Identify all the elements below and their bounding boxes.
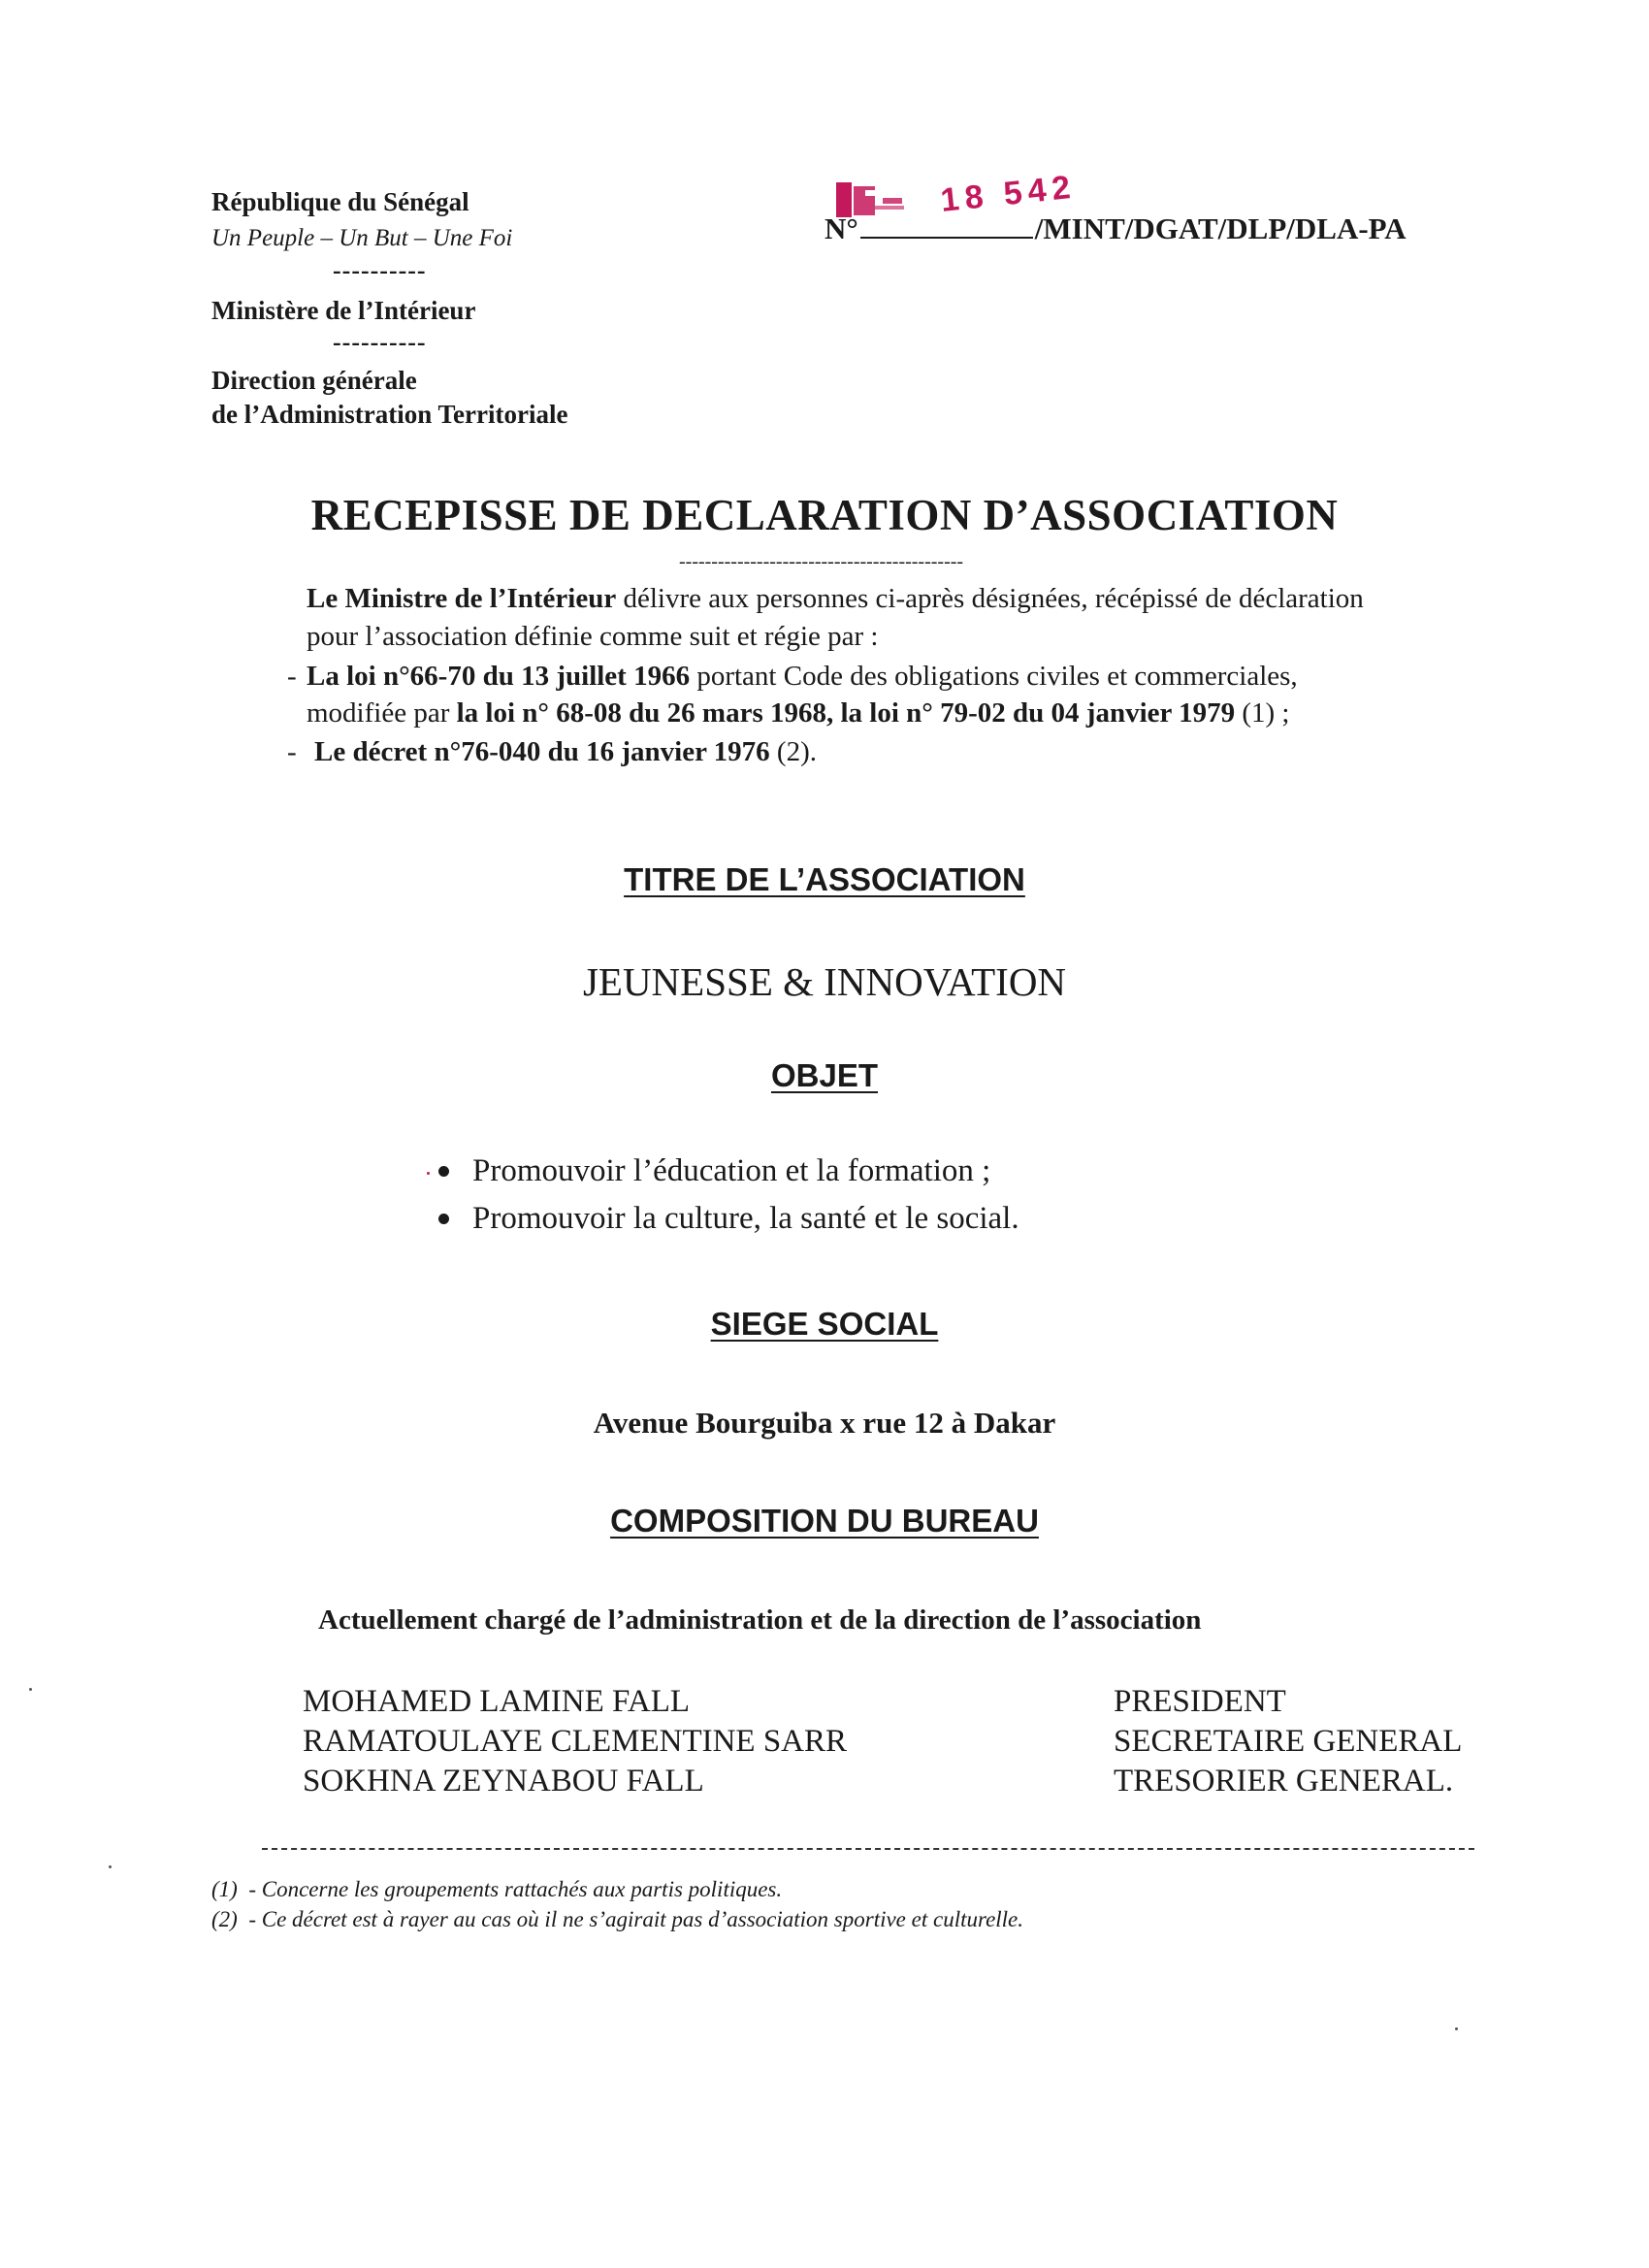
footnote-1-marker: (1) — [211, 1877, 238, 1901]
footnote-2-text: - Ce décret est à rayer au cas où il ne s’agirait pas d’association sportive et culturelle. — [248, 1907, 1024, 1931]
bullet-icon — [438, 1166, 449, 1177]
ministry-name: Ministère de l’Intérieur — [211, 296, 476, 325]
footnote-2-marker: (2) — [211, 1907, 238, 1931]
objet-list — [438, 1148, 1019, 1243]
objet-item-2: Promouvoir la culture, la santé et le social. — [472, 1201, 1019, 1236]
law-1-desc: portant Code des obligations civiles et commerciales, — [696, 661, 1298, 692]
footnote-1 — [211, 1877, 782, 1902]
reference-line — [824, 211, 1406, 246]
header-separator-2: ---------- — [333, 328, 427, 356]
stamped-reference-number: 18 542 — [938, 168, 1079, 220]
direction-line-2: de l’Administration Territoriale — [211, 400, 568, 429]
member-role-3: TRESORIER GENERAL. — [1114, 1764, 1454, 1798]
footnote-1-text: - Concerne les groupements rattachés aux partis politiques. — [248, 1877, 783, 1901]
reference-suffix: /MINT/DGAT/DLP/DLA-PA — [1034, 211, 1406, 245]
bullet-icon — [438, 1214, 449, 1224]
law-2-footnote-ref: (2). — [776, 736, 817, 767]
reference-blank — [860, 213, 1033, 239]
bureau-intro: Actuellement chargé de l’administration et de la direction de l’association — [318, 1604, 1202, 1636]
footnote-2 — [211, 1907, 1023, 1932]
law-1-modified-by: modifiée par — [307, 697, 450, 729]
scan-speck — [1455, 2027, 1458, 2030]
bureau-heading: COMPOSITION DU BUREAU — [610, 1503, 1039, 1539]
member-name-3: SOKHNA ZEYNABOU FALL — [303, 1764, 704, 1798]
member-name-1: MOHAMED LAMINE FALL — [303, 1684, 691, 1719]
titre-heading: TITRE DE L’ASSOCIATION — [624, 861, 1025, 897]
law-1-line-1 — [307, 660, 1298, 694]
scan-speck — [29, 1688, 32, 1691]
list-item — [438, 1148, 1019, 1195]
direction-line-1: Direction générale — [211, 366, 417, 395]
member-role-1: PRESIDENT — [1114, 1684, 1286, 1719]
title-separator: -------------------------------------------- — [679, 551, 964, 572]
scan-speck — [109, 1865, 112, 1868]
law-2-dash: - — [287, 736, 297, 767]
scan-speck — [427, 1172, 430, 1175]
association-name: JEUNESSE & INNOVATION — [582, 959, 1067, 1004]
list-item — [438, 1195, 1019, 1243]
law-1-title: La loi n°66-70 du 13 juillet 1966 — [307, 661, 691, 692]
intro-line1-text: délivre aux personnes ci-après désignées, récépissé de déclaration — [623, 583, 1364, 614]
member-name-2: RAMATOULAYE CLEMENTINE SARR — [303, 1724, 848, 1759]
law-1-amendments: la loi n° 68-08 du 26 mars 1968, la loi n° 79-02 du 04 janvier 1979 — [456, 697, 1236, 729]
intro-minister: Le Ministre de l’Intérieur — [307, 583, 617, 614]
header-separator-1: ---------- — [333, 256, 427, 284]
reference-prefix: N° — [824, 211, 858, 245]
objet-item-1: Promouvoir l’éducation et la formation ; — [472, 1153, 991, 1188]
intro-line-2: pour l’association définie comme suit et régie par : — [307, 621, 879, 652]
intro-line-1 — [307, 582, 1536, 616]
law-1-footnote-ref: (1) ; — [1242, 697, 1290, 729]
law-2-title: Le décret n°76-040 du 16 janvier 1976 — [314, 736, 770, 767]
law-1-line-2 — [307, 697, 1289, 730]
republic-name: République du Sénégal — [211, 187, 469, 216]
siege-heading: SIEGE SOCIAL — [710, 1306, 939, 1342]
footnote-separator — [262, 1848, 1474, 1850]
objet-heading: OBJET — [770, 1057, 879, 1093]
member-role-2: SECRETAIRE GENERAL — [1114, 1724, 1463, 1759]
siege-address: Avenue Bourguiba x rue 12 à Dakar — [593, 1406, 1056, 1440]
document-title: RECEPISSE DE DECLARATION D’ASSOCIATION — [310, 491, 1339, 539]
national-motto: Un Peuple – Un But – Une Foi — [211, 225, 513, 251]
law-2-line — [314, 735, 817, 769]
law-1-dash: - — [287, 661, 297, 692]
